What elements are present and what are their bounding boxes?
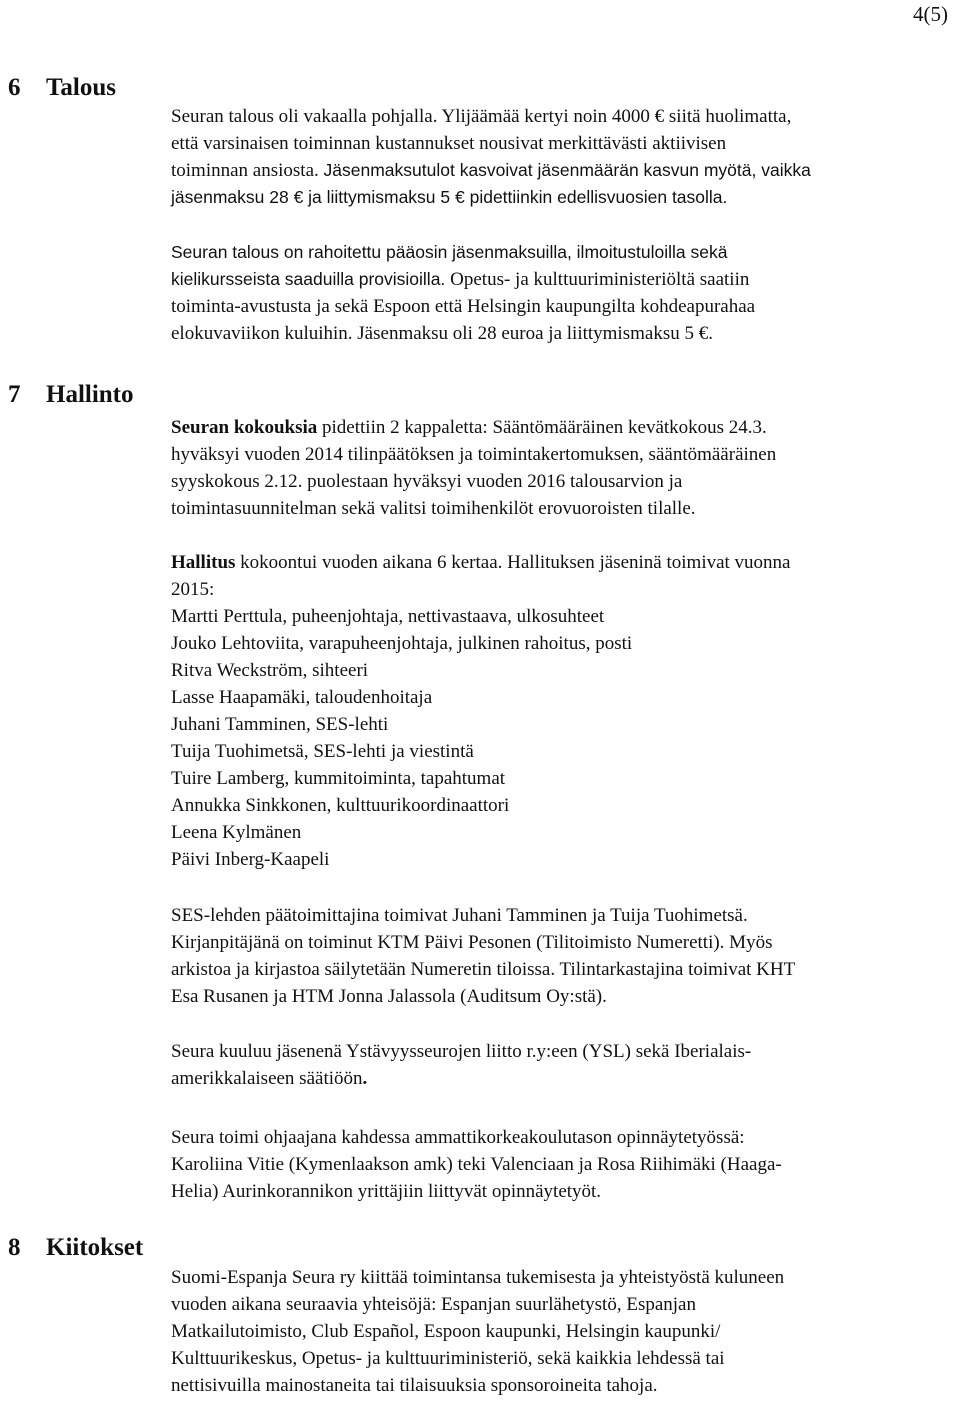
section-heading-kiitokset [8, 1234, 143, 1262]
text-line: Kirjanpitäjänä on toiminut KTM Päivi Pesonen (Tilitoimisto Numeretti). Myös [171, 932, 773, 953]
text-line: Esa Rusanen ja HTM Jonna Jalassola (Auditsum Oy:stä). [171, 986, 607, 1007]
section-title: Hallinto [46, 381, 134, 408]
text-line [171, 266, 749, 293]
section-number: 6 [8, 74, 21, 101]
board-member: Leena Kylmänen [171, 822, 302, 843]
text-line: SES-lehden päätoimittajina toimivat Juhani Tamminen ja Tuija Tuohimetsä. [171, 905, 748, 926]
text-line: nettisivuilla mainostaneita tai tilaisuuksia sponsoroineita tahoja. [171, 1375, 658, 1396]
text-run: pidettiin 2 kappaletta: Sääntömääräinen kevätkokous 24.3. [317, 417, 767, 438]
text-line: syyskokous 2.12. puolestaan hyväksyi vuoden 2016 talousarvion ja [171, 471, 683, 492]
text-line: että varsinaisen toiminnan kustannukset nousivat merkittävästi aktiivisen [171, 133, 727, 154]
board-member: Martti Perttula, puheenjohtaja, nettivastaava, ulkosuhteet [171, 606, 605, 627]
section-heading-hallinto [8, 381, 134, 409]
text-line: vuoden aikana seuraavia yhteisöjä: Espanjan suurlähetystö, Espanjan [171, 1294, 696, 1315]
text-line: Kulttuurikeskus, Opetus- ja kulttuuriministeriö, sekä kaikkia lehdessä tai [171, 1348, 725, 1369]
text-line: Karoliina Vitie (Kymenlaakson amk) teki Valenciaan ja Rosa Riihimäki (Haaga- [171, 1154, 782, 1175]
text-line: Seuran talous on rahoitettu pääosin jäsenmaksuilla, ilmoitustuloilla sekä [171, 242, 728, 262]
board-member: Tuire Lamberg, kummitoiminta, tapahtumat [171, 768, 506, 789]
bold-period: . [362, 1068, 368, 1089]
text-line: Matkailutoimisto, Club Español, Espoon kaupunki, Helsingin kaupunki/ [171, 1321, 721, 1342]
text-line: Seuran talous oli vakaalla pohjalla. Ylijäämää kertyi noin 4000 € siitä huolimatta, [171, 106, 792, 127]
text-line [171, 157, 811, 184]
board-member: Ritva Weckström, sihteeri [171, 660, 369, 681]
board-member: Annukka Sinkkonen, kulttuurikoordinaattori [171, 795, 510, 816]
text-line: 2015: [171, 579, 215, 600]
bold-term: Hallitus [171, 552, 236, 573]
bold-term: Seuran kokouksia [171, 417, 318, 438]
text-line [171, 414, 767, 441]
text-run: toiminnan ansiosta. [171, 160, 324, 181]
text-line: toiminta-avustusta ja sekä Espoon että Helsingin kaupungilta kohdeapurahaa [171, 296, 756, 317]
text-line: hyväksyi vuoden 2014 tilinpäätöksen ja toimintakertomuksen, sääntömääräinen [171, 444, 777, 465]
text-line: arkistoa ja kirjastoa säilytetään Numeretin tiloissa. Tilintarkastajina toimivat KHT [171, 959, 796, 980]
text-line: Seura toimi ohjaajana kahdessa ammattikorkeakoulutason opinnäytetyössä: [171, 1127, 745, 1148]
board-member: Juhani Tamminen, SES-lehti [171, 714, 389, 735]
text-run: amerikkalaiseen säätiöön [171, 1068, 363, 1089]
board-member: Jouko Lehtoviita, varapuheenjohtaja, julkinen rahoitus, posti [171, 633, 633, 654]
board-member: Lasse Haapamäki, taloudenhoitaja [171, 687, 433, 708]
text-run: kokoontui vuoden aikana 6 kertaa. Hallituksen jäseninä toimivat vuonna [235, 552, 791, 573]
page-number: 4(5) [913, 2, 948, 26]
section-heading-talous [8, 74, 116, 102]
text-run: Jäsenmaksutulot kasvoivat jäsenmäärän kasvun myötä, vaikka [323, 160, 811, 180]
text-line: elokuvaviikon kuluihin. Jäsenmaksu oli 28 euroa ja liittymismaksu 5 €. [171, 323, 713, 344]
section-number: 8 [8, 1234, 21, 1261]
text-line: jäsenmaksu 28 € ja liittymismaksu 5 € pidettiinkin edellisvuosien tasolla. [171, 187, 728, 207]
section-title: Talous [46, 74, 116, 101]
text-run: Opetus- ja kulttuuriministeriöltä saatiin [450, 269, 750, 290]
text-run: kielikursseista saaduilla provisioilla. [171, 269, 451, 289]
text-line: Suomi-Espanja Seura ry kiittää toimintansa tukemisesta ja yhteistyöstä kuluneen [171, 1267, 785, 1288]
text-line [171, 549, 791, 576]
board-member: Tuija Tuohimetsä, SES-lehti ja viestintä [171, 741, 474, 762]
board-member: Päivi Inberg-Kaapeli [171, 849, 330, 870]
section-title: Kiitokset [46, 1234, 144, 1261]
section-number: 7 [8, 381, 21, 408]
text-line: toimintasuunnitelman sekä valitsi toimihenkilöt erovuoroisten tilalle. [171, 498, 696, 519]
text-line [171, 1065, 367, 1092]
text-line: Seura kuuluu jäsenenä Ystävyysseurojen liitto r.y:een (YSL) sekä Iberialais- [171, 1041, 752, 1062]
text-line: Helia) Aurinkorannikon yrittäjiin liittyvät opinnäytetyöt. [171, 1181, 602, 1202]
